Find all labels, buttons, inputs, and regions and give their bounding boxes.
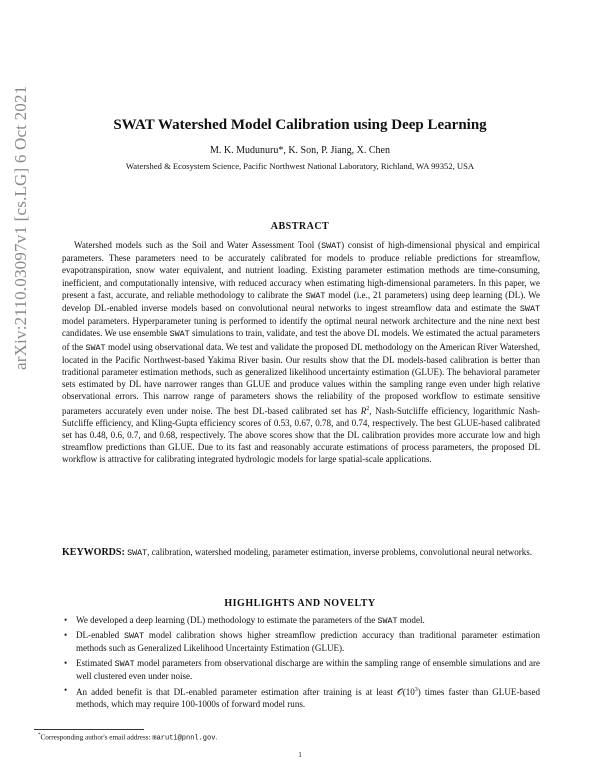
swat-code: SWAT <box>169 329 190 340</box>
list-item: • An added benefit is that DL-enabled parameter estimation after training is at least $𝒪(10^3)$ times faster than GLUE-based methods, which may require 100-1000s of forward model runs. <box>64 685 540 710</box>
list-item: • We developed a deep learning (DL) methodology to estimate the parameters of the SWAT model. <box>64 615 425 626</box>
swat-code: SWAT <box>321 241 342 251</box>
swat-code: SWAT <box>519 304 540 315</box>
bullet-icon: • <box>64 630 68 641</box>
r-squared-symbol: R <box>360 405 367 416</box>
list-item: • Estimated SWAT model parameters from observational discharge are within the sampling range of ensemble simulations and are well clustered even under noise. <box>64 657 540 681</box>
footnote-divider <box>34 729 144 730</box>
swat-code: SWAT <box>305 290 326 301</box>
affiliation: Watershed & Ecosystem Science, Pacific Northwest National Laboratory, Richland, WA 99352, USA <box>125 161 475 171</box>
paper-title: SWAT Watershed Model Calibration using Deep Learning <box>113 117 487 133</box>
author-list: M. K. Mudunuru*, K. Son, P. Jiang, X. Chen <box>209 145 390 156</box>
footnote: *Corresponding author's email address: maruti@pnnl.gov. <box>38 733 218 743</box>
keywords: KEYWORDS: SWAT, calibration, watershed modeling, parameter estimation, inverse problems, convolutional neural networks. <box>62 547 533 558</box>
page-number: 1 <box>298 751 302 759</box>
arxiv-identifier: arXiv:2110.03097v1 [cs.LG] 6 Oct 2021 <box>11 85 30 370</box>
swat-code: SWAT <box>85 342 106 353</box>
highlights-heading: HIGHLIGHTS AND NOVELTY <box>224 598 376 609</box>
email-address: maruti@pnnl.gov <box>152 734 216 743</box>
abstract-body: Watershed models such as the Soil and Water Assessment Tool (SWAT) consist of high-dimensional physical and empirical parameters. These parameters need to be accurately calibrated for models to produce reliable predictions for streamflow, evapotranspiration, snow water equivalent, and nutrient loading. Existing parameter estimation methods are time-consuming, inefficient, and computationally intensive, with reduced accuracy when estimating high-dimensional parameters. In this paper, we present a fast, accurate, and reliable methodology to calibrate the SWAT model (i.e., 21 parameters) using deep learning (DL). We develop DL-enabled inverse models based on convolutional neural networks to ingest streamflow data and estimate the SWAT model parameters. Hyperparameter tuning is performed to identify the optimal neural network architecture and the nine next best candidates. We use ensemble SWAT simulations to train, validate, and test the above DL models. We estimated the actual parameters of the SWAT model using observational data. We test and validate the proposed DL methodology on the American River Watershed, located in the Pacific Northwest-based Yakima River basin. Our results show that the DL models-based calibration is better than traditional parameter estimation methods, such as generalized likelihood uncertainty estimation (GLUE). The behavioral parameter sets estimated by DL have narrower ranges than GLUE and produce values within the sampling range even under high relative observational errors. This narrow range of parameters shows the reliability of the proposed workflow to estimate sensitive parameters accurately even under noise. The best DL-based calibrated set has $R^2$, Nash-Sutcliffe efficiency, logarithmic Nash-Sutcliffe efficiency, and Kling-Gupta efficiency scores of 0.53, 0.67, 0.78, and 0.74, respectively. The best GLUE-based calibrated set has 0.48, 0.6, 0.7, and 0.68, respectively. The above scores show that the DL calibration provides more accurate low and high streamflow predictions than GLUE. Due to its fast and reasonably accurate estimations of process parameters, the proposed DL workflow is attractive for calibrating integrated hydrologic models for large spatial-scale applications. <box>62 240 540 465</box>
keywords-label: KEYWORDS: <box>62 547 125 558</box>
swat-code: SWAT <box>127 548 148 558</box>
list-item: • DL-enabled SWAT model calibration shows higher streamflow prediction accuracy than traditional parameter estimation methods such as Generalized Likelihood Uncertainty Estimation (GLUE). <box>64 630 540 654</box>
highlights-list <box>62 614 540 712</box>
abstract-heading: ABSTRACT <box>270 221 330 232</box>
bullet-icon: • <box>64 615 68 625</box>
bullet-icon: • <box>64 685 68 696</box>
bullet-icon: • <box>64 657 68 668</box>
